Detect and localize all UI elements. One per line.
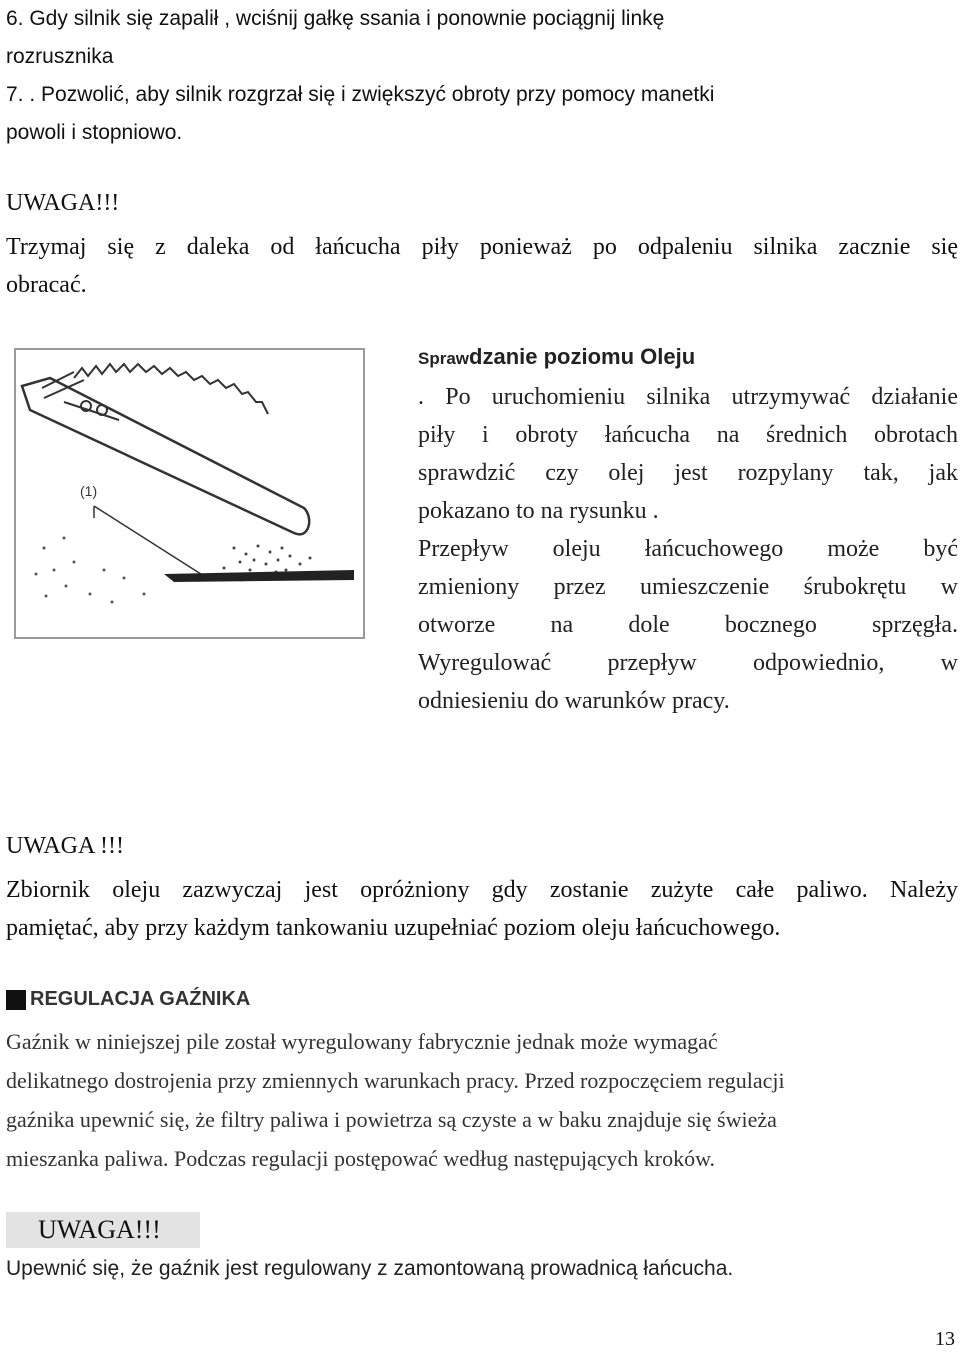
oil-line: odniesieniu do warunków pracy. — [418, 688, 730, 714]
carburetor-heading — [6, 988, 250, 1011]
carburetor-body — [6, 1022, 958, 1178]
step6-line1: 6. Gdy silnik się zapalił , wciśnij gałkę ssania i ponownie pociągnij linkę — [6, 7, 665, 30]
carburetor-heading-text: REGULACJA GAŹNIKA — [30, 988, 251, 1010]
oil-check-heading — [418, 340, 695, 376]
step7-line1: 7. . Pozwolić, aby silnik rozgrzał się i zwiększyć obroty przy pomocy manetki — [6, 83, 715, 106]
chainsaw-oil-illustration — [14, 348, 366, 640]
carb-line: delikatnego dostrojenia przy zmiennych warunkach pracy. Przed rozpoczęciem regulacji — [6, 1068, 785, 1093]
page-number: 13 — [935, 1328, 955, 1350]
warning2-line1: Zbiornik oleju zazwyczaj jest opróżniony gdy zostanie zużyte całe paliwo. Należy — [6, 877, 958, 903]
carb-line: gaźnika upewnić się, że filtry paliwa i powietrza są czyste a w baku znajduje się świeża — [6, 1107, 777, 1132]
oil-line: sprawdzić czy olej jest rozpylany tak, jak — [418, 460, 958, 486]
square-bullet-icon — [6, 990, 26, 1010]
step7-line2: powoli i stopniowo. — [6, 121, 183, 144]
oil-heading-part1: Spraw — [418, 349, 470, 368]
oil-line: piły i obroty łańcucha na średnich obrotach — [418, 422, 958, 448]
chainsaw-oil-figure — [14, 348, 366, 640]
warning2-line2: pamiętać, aby przy każdym tankowaniu uzupełniać poziom oleju łańcuchowego. — [6, 915, 781, 941]
oil-line: pokazano to na rysunku . — [418, 498, 659, 524]
warning1-line2: obracać. — [6, 272, 87, 298]
oil-line: . Po uruchomieniu silnika utrzymywać działanie — [418, 384, 958, 410]
oil-line: Wyregulować przepływ odpowiednio, w — [418, 650, 958, 676]
oil-heading-part2: dzanie poziomu Oleju — [469, 344, 696, 369]
oil-line: otworze na dole bocznego sprzęgła. — [418, 612, 958, 638]
oil-check-body — [418, 378, 958, 720]
warning2-title: UWAGA !!! — [6, 833, 124, 859]
warning2-text — [6, 871, 958, 947]
carb-line: mieszanka paliwa. Podczas regulacji postępować według następujących kroków. — [6, 1146, 716, 1171]
step6-line2: rozrusznika — [6, 45, 114, 68]
steps-6-7 — [6, 0, 906, 152]
oil-line: Przepływ oleju łańcuchowego może być — [418, 536, 958, 562]
warning3-title: UWAGA!!! — [38, 1215, 161, 1244]
warning3-text: Upewnić się, że gaźnik jest regulowany z zamontowaną prowadnicą łańcucha. — [6, 1257, 734, 1280]
figure-callout: (1) — [80, 483, 98, 499]
warning1-line1: Trzymaj się z daleka od łańcucha piły ponieważ po odpaleniu silnika zacznie się — [6, 234, 958, 260]
oil-line: zmieniony przez umieszczenie śrubokrętu w — [418, 574, 958, 600]
warning1-text — [6, 228, 958, 304]
carb-line: Gaźnik w niniejszej pile został wyregulowany fabrycznie jednak może wymagać — [6, 1029, 718, 1054]
warning1-title: UWAGA!!! — [6, 190, 120, 216]
